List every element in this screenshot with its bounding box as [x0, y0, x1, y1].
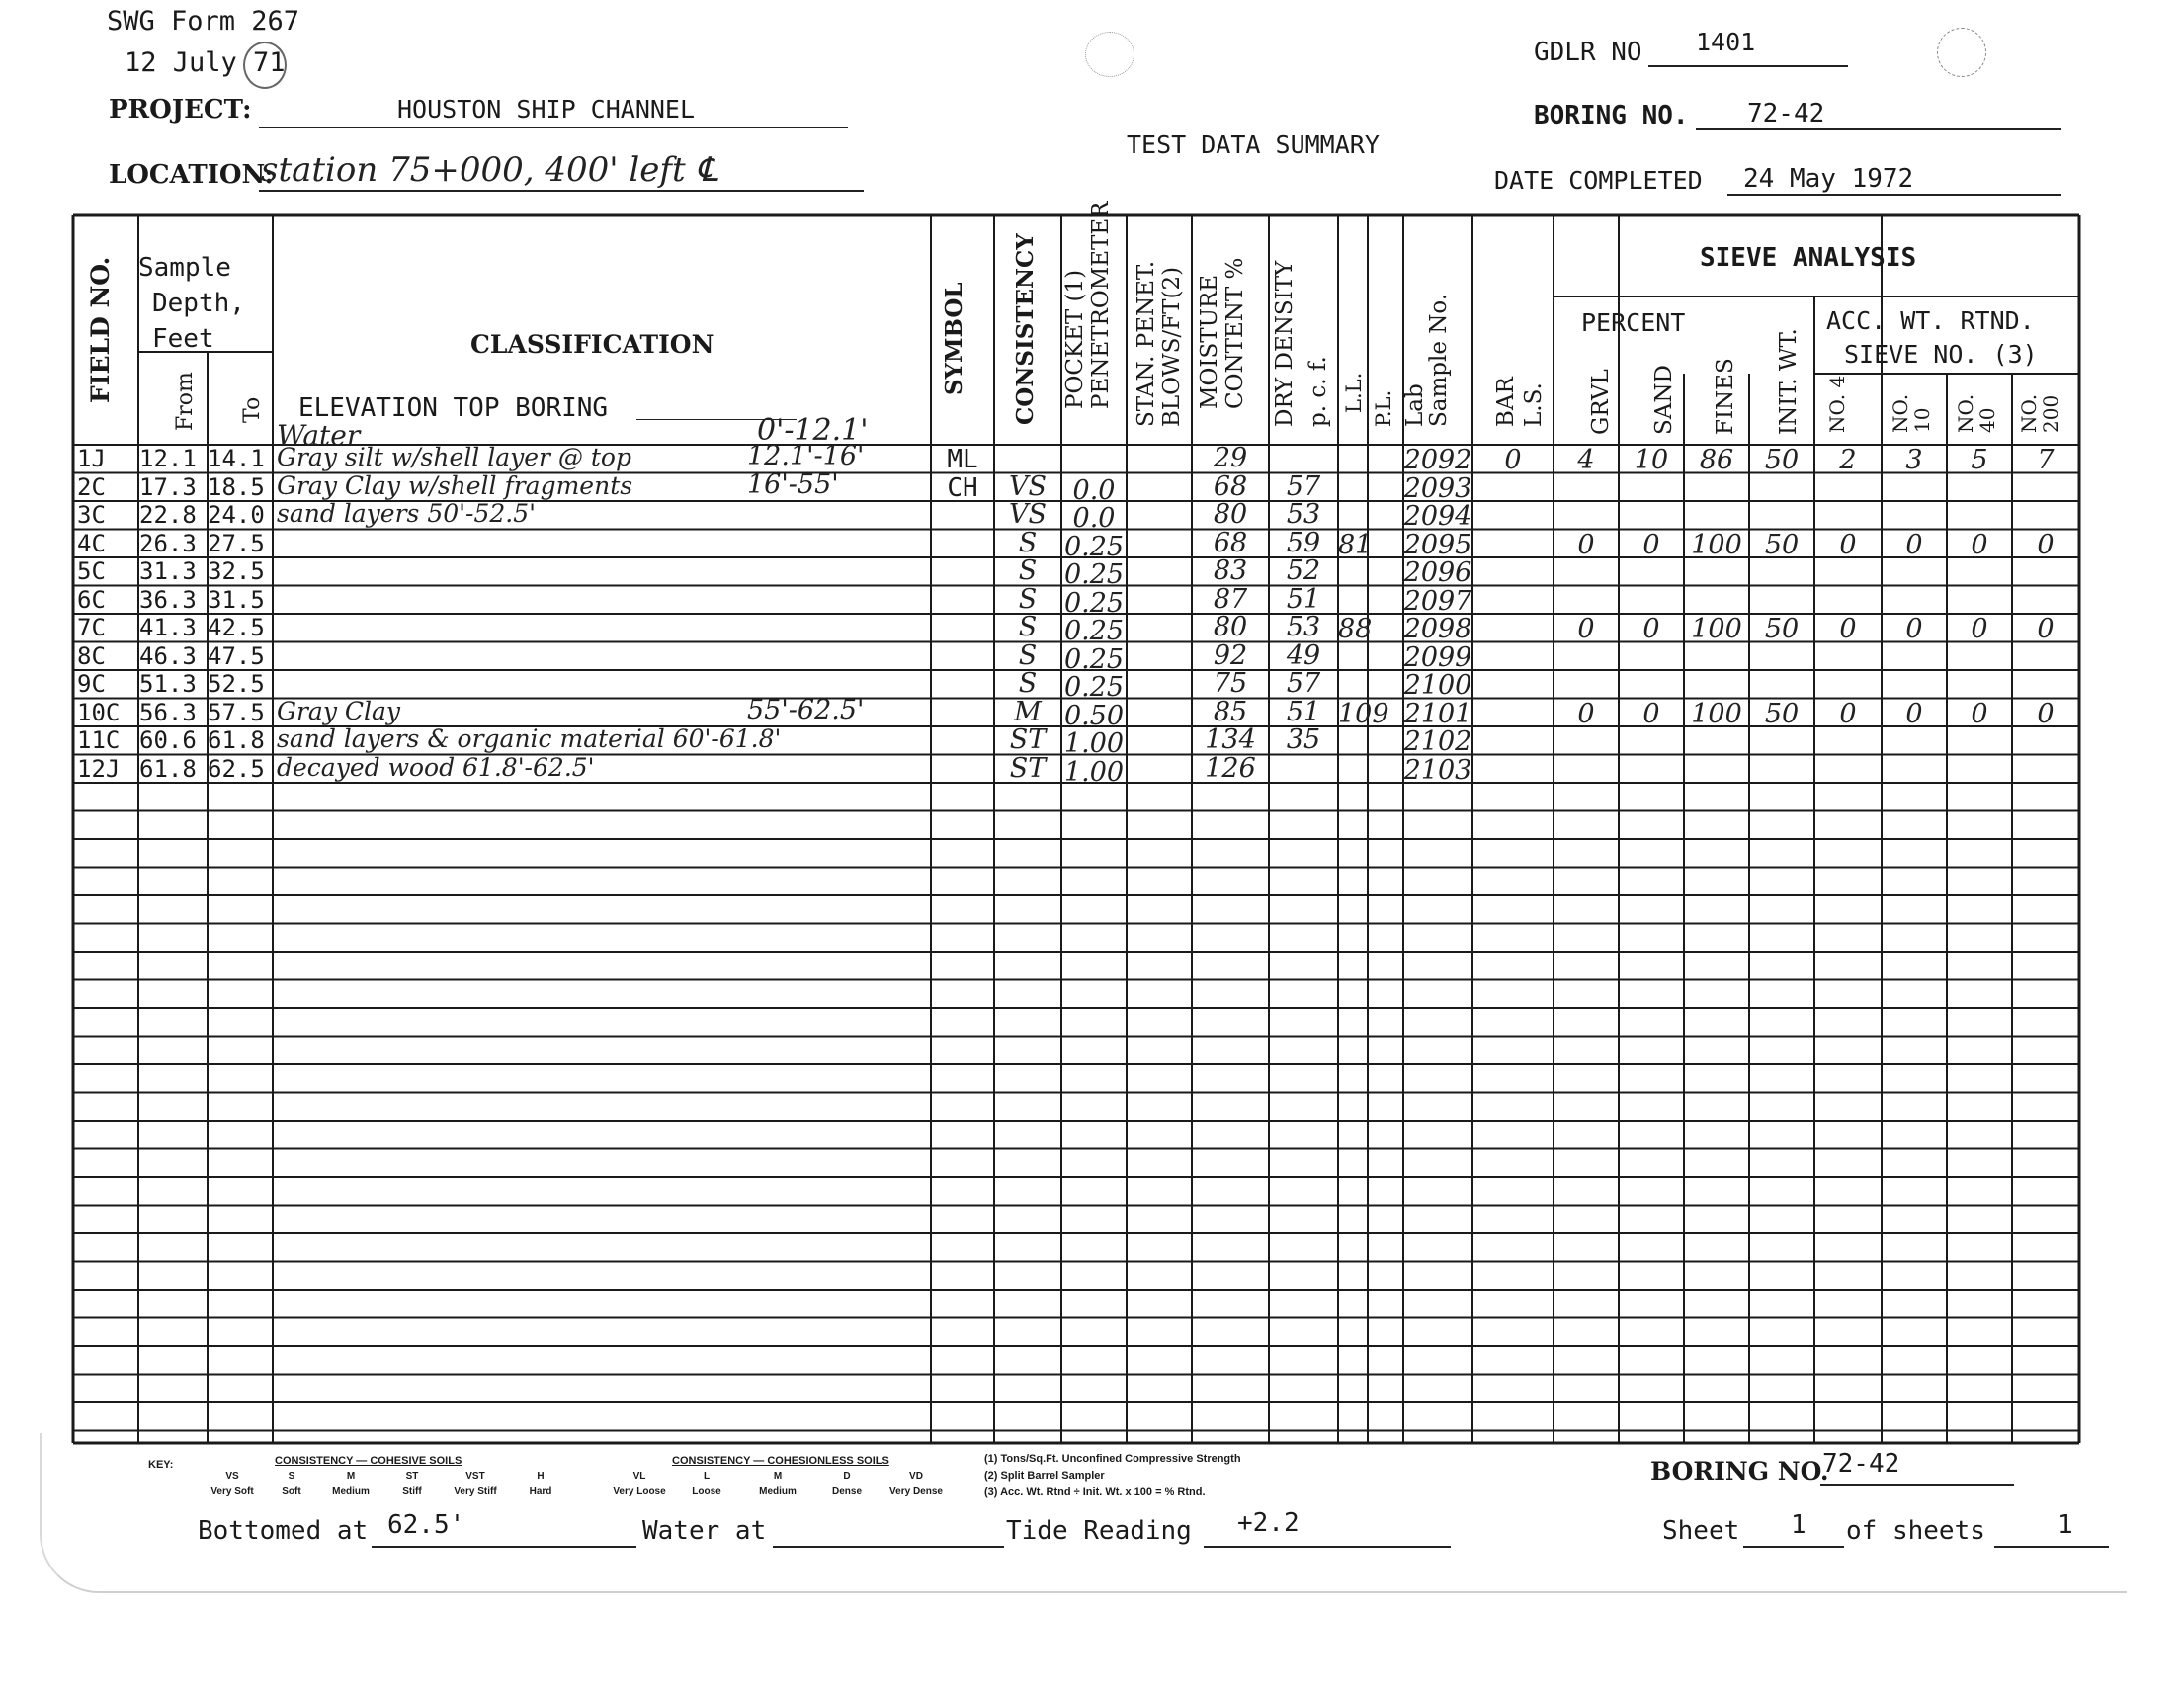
cell-lab-sample-no: 2092	[1403, 445, 1472, 475]
key-code: VST	[465, 1471, 485, 1482]
cell-depth-to: 52.5	[208, 670, 265, 698]
header-ll: L.L.	[1342, 372, 1366, 413]
cell-consistency: ST	[1009, 724, 1047, 755]
cell-consistency: VS	[1009, 470, 1047, 502]
cell-pocket-penetrometer: 0.50	[1063, 700, 1125, 731]
cell-moisture: 134	[1205, 724, 1256, 755]
cell-moisture: 85	[1213, 696, 1248, 727]
cell-depth-range: 55'-62.5'	[747, 694, 865, 725]
cell-sieve-no40: 0	[1971, 529, 1988, 560]
cell-sieve-no10: 0	[1905, 698, 1923, 729]
header-sand: SAND	[1651, 365, 1677, 435]
key-code: H	[537, 1471, 545, 1482]
cell-field-no: 12J	[77, 754, 121, 783]
cell-moisture: 68	[1213, 527, 1248, 558]
header-dry-1: DRY DENSITY	[1272, 260, 1298, 427]
water-note-range: 0'-12.1'	[757, 413, 869, 448]
key-code-name: Medium	[332, 1486, 370, 1497]
gdlr-value: 1401	[1696, 28, 1756, 56]
header-no200: NO. 200	[2017, 393, 2062, 433]
cell-init-wt: 50	[1764, 445, 1800, 475]
cell-field-no: 4C	[77, 529, 106, 557]
cell-depth-from: 41.3	[139, 614, 197, 641]
cell-gravel: 0	[1577, 529, 1595, 560]
header-moisture-2: CONTENT %	[1222, 257, 1248, 409]
cell-field-no: 7C	[77, 614, 106, 641]
key-code: D	[843, 1471, 851, 1482]
cell-depth-to: 31.5	[208, 585, 265, 614]
cell-sieve-no40: 0	[1971, 698, 1988, 729]
cell-sieve-no200: 0	[2037, 529, 2055, 560]
form-date: 12 July 71	[125, 47, 286, 78]
header-bar-1: BAR	[1493, 377, 1519, 427]
key-code: ST	[405, 1471, 419, 1482]
water-note-label: Water	[277, 419, 361, 452]
header-elevation: ELEVATION TOP BORING	[298, 393, 609, 423]
header-sample-1: Sample	[138, 253, 231, 283]
key-note-3: (3) Acc. Wt. Rtnd ÷ Init. Wt. x 100 = % Rtnd.	[984, 1486, 1206, 1498]
cell-sand: 0	[1642, 529, 1660, 560]
cell-depth-to: 57.5	[208, 698, 265, 726]
key-code-name: Hard	[529, 1486, 552, 1497]
footer-sheet-label: Sheet	[1662, 1516, 1740, 1546]
header-pocket-1: POCKET (1)	[1062, 269, 1088, 409]
cell-lab-sample-no: 2094	[1403, 501, 1472, 532]
cell-consistency: S	[1018, 639, 1038, 671]
cell-consistency: VS	[1009, 499, 1047, 530]
cell-sieve-no200: 0	[2037, 698, 2055, 729]
cell-dry-density: 53	[1286, 499, 1321, 530]
cell-depth-range: 16'-55'	[747, 468, 839, 500]
key-code-name: Very Loose	[613, 1486, 666, 1497]
key-code: M	[773, 1471, 783, 1482]
header-bar-2: L.S.	[1521, 382, 1547, 427]
cell-lab-sample-no: 2103	[1403, 754, 1472, 786]
cell-lab-sample-no: 2096	[1403, 557, 1472, 588]
cell-depth-from: 46.3	[139, 641, 197, 670]
header-fines: FINES	[1713, 358, 1738, 435]
cell-dry-density: 57	[1286, 668, 1321, 699]
cell-pocket-penetrometer: 1.00	[1063, 728, 1125, 759]
cell-liquid-limit: 109	[1338, 698, 1389, 729]
cell-pocket-penetrometer: 0.25	[1063, 672, 1125, 703]
cell-sieve-no4: 0	[1839, 698, 1857, 729]
header-lab-1: Lab	[1402, 383, 1428, 427]
cell-field-no: 9C	[77, 670, 106, 698]
key-code-name: Soft	[282, 1486, 301, 1497]
cell-pocket-penetrometer: 0.25	[1063, 643, 1125, 675]
header-grvl: GRVL	[1588, 369, 1614, 435]
cell-moisture: 80	[1213, 499, 1248, 530]
cell-depth-to: 18.5	[208, 472, 265, 501]
cell-sand: 10	[1634, 445, 1669, 475]
cell-gravel: 0	[1577, 614, 1595, 644]
footer-water-label: Water at	[642, 1516, 767, 1546]
project-value: HOUSTON SHIP CHANNEL	[397, 95, 696, 124]
cell-depth-to: 61.8	[208, 726, 265, 754]
cell-depth-to: 47.5	[208, 641, 265, 670]
cell-depth-from: 26.3	[139, 529, 197, 557]
key-code-name: Very Dense	[889, 1486, 943, 1497]
header-percent: PERCENT	[1581, 308, 1686, 337]
key-code-name: Very Stiff	[454, 1486, 497, 1497]
location-label: LOCATION:	[109, 160, 274, 190]
cell-depth-from: 12.1	[139, 445, 197, 472]
key-code-name: Medium	[759, 1486, 797, 1497]
cell-sieve-no200: 0	[2037, 614, 2055, 644]
cell-depth-to: 24.0	[208, 501, 265, 529]
cell-moisture: 68	[1213, 470, 1248, 502]
cell-sieve-no10: 0	[1905, 529, 1923, 560]
cell-sieve-no4: 0	[1839, 614, 1857, 644]
cell-sieve-no4: 2	[1839, 445, 1857, 475]
cell-sieve-no40: 5	[1971, 445, 1988, 475]
cell-consistency: S	[1018, 555, 1038, 586]
key-code: S	[288, 1471, 295, 1482]
cell-classification: decayed wood 61.8'-62.5'	[277, 752, 595, 782]
cell-gravel: 4	[1577, 445, 1595, 475]
key-label: KEY:	[148, 1459, 174, 1471]
header-from: From	[173, 372, 198, 431]
cell-dry-density: 57	[1286, 470, 1321, 502]
key-code: L	[703, 1471, 711, 1482]
cell-consistency: S	[1018, 527, 1038, 558]
cell-sieve-no200: 7	[2037, 445, 2055, 475]
cell-lab-sample-no: 2099	[1403, 641, 1472, 673]
header-moisture-1: MOISTURE	[1197, 274, 1222, 409]
cell-lab-sample-no: 2095	[1403, 529, 1472, 560]
cell-liquid-limit: 88	[1338, 614, 1373, 644]
cell-sand: 0	[1642, 698, 1660, 729]
header-no40: NO. 40	[1954, 393, 1999, 433]
cell-pocket-penetrometer: 0.25	[1063, 531, 1125, 562]
key-code-name: Dense	[831, 1486, 862, 1497]
cell-field-no: 1J	[77, 445, 106, 472]
header-lab-2: Sample No.	[1426, 293, 1452, 427]
header-consistency: CONSISTENCY	[1012, 233, 1039, 425]
cell-sieve-no40: 0	[1971, 614, 1988, 644]
cell-dry-density: 52	[1286, 555, 1321, 586]
cell-depth-from: 36.3	[139, 585, 197, 614]
cell-dry-density: 51	[1286, 583, 1321, 615]
page-title: TEST DATA SUMMARY	[1127, 130, 1380, 159]
cell-init-wt: 50	[1764, 529, 1800, 560]
key-cohesive-title: CONSISTENCY — COHESIVE SOILS	[275, 1455, 462, 1467]
header-pocket-2: PENETROMETER	[1088, 201, 1114, 409]
cell-field-no: 10C	[77, 698, 121, 726]
cell-pocket-penetrometer: 0.0	[1072, 474, 1116, 506]
cell-pocket-penetrometer: 0.25	[1063, 616, 1125, 646]
cell-lab-sample-no: 2100	[1403, 670, 1472, 701]
footer-sheet-value: 1	[1791, 1510, 1806, 1540]
boring-label-top: BORING NO.	[1534, 101, 1689, 130]
cell-lab-sample-no: 2097	[1403, 585, 1472, 617]
cell-consistency: M	[1014, 696, 1042, 727]
date-label: DATE COMPLETED	[1494, 166, 1703, 195]
header-init-wt: INIT. WT.	[1776, 328, 1802, 435]
cell-field-no: 11C	[77, 726, 121, 754]
cell-pocket-penetrometer: 0.25	[1063, 587, 1125, 619]
header-acc-1: ACC. WT. RTND.	[1826, 306, 2035, 335]
cell-moisture: 92	[1213, 639, 1248, 671]
cell-field-no: 8C	[77, 641, 106, 670]
cell-pocket-penetrometer: 1.00	[1063, 756, 1125, 788]
cell-dry-density: 35	[1286, 724, 1321, 755]
cell-lab-sample-no: 2102	[1403, 726, 1472, 757]
cell-sieve-no10: 3	[1905, 445, 1923, 475]
cell-field-no: 3C	[77, 501, 106, 529]
cell-dry-density: 59	[1286, 527, 1321, 558]
footer-boring-label: BORING NO.	[1650, 1457, 1829, 1485]
header-stan-2: BLOWS/FT(2)	[1159, 266, 1185, 427]
cell-depth-from: 31.3	[139, 557, 197, 585]
cell-fines: 100	[1691, 698, 1742, 729]
header-acc-2: SIEVE NO. (3)	[1844, 340, 2038, 369]
cell-fines: 100	[1691, 614, 1742, 644]
key-code: M	[346, 1471, 356, 1482]
form-name: SWG Form 267	[107, 6, 300, 37]
cell-consistency: S	[1018, 668, 1038, 699]
cell-lab-sample-no: 2093	[1403, 472, 1472, 504]
cell-fines: 100	[1691, 529, 1742, 560]
footer-tide-label: Tide Reading	[1006, 1516, 1192, 1546]
cell-moisture: 75	[1213, 668, 1248, 699]
project-label: PROJECT:	[109, 95, 252, 125]
footer-of-label: of sheets	[1846, 1516, 1985, 1546]
cell-depth-to: 32.5	[208, 557, 265, 585]
header-dry-2: p. c. f.	[1305, 356, 1331, 427]
cell-classification: Gray Clay w/shell fragments	[277, 470, 633, 500]
cell-moisture: 80	[1213, 612, 1248, 642]
header-no4: NO. 4	[1825, 375, 1849, 433]
key-code: VL	[632, 1471, 646, 1482]
cell-consistency: S	[1018, 583, 1038, 615]
cell-dry-density: 49	[1286, 639, 1321, 671]
key-note-2: (2) Split Barrel Sampler	[984, 1470, 1105, 1482]
cell-init-wt: 50	[1764, 614, 1800, 644]
cell-fines: 86	[1699, 445, 1734, 475]
cell-depth-to: 27.5	[208, 529, 265, 557]
cell-consistency: ST	[1009, 752, 1047, 784]
cell-moisture: 126	[1205, 752, 1256, 784]
key-code: VS	[225, 1471, 239, 1482]
cell-depth-from: 51.3	[139, 670, 197, 698]
cell-moisture: 87	[1213, 583, 1248, 615]
header-pl: P.L.	[1372, 389, 1395, 427]
cell-symbol: CH	[947, 472, 978, 503]
key-note-1: (1) Tons/Sq.Ft. Unconfined Compressive Strength	[984, 1453, 1241, 1465]
cell-depth-from: 60.6	[139, 726, 197, 754]
page-edge	[40, 1433, 2127, 1593]
location-value: station 75+000, 400' left ℄	[261, 150, 718, 190]
date-value: 24 May 1972	[1743, 164, 1914, 194]
key-code-name: Stiff	[402, 1486, 422, 1497]
cell-field-no: 6C	[77, 585, 106, 614]
footer-of-value: 1	[2058, 1510, 2073, 1540]
header-stan-1: STAN. PENET.	[1134, 260, 1159, 427]
footer-boring-value: 72-42	[1822, 1449, 1900, 1479]
header-symbol: SYMBOL	[941, 282, 967, 395]
key-cohesionless-title: CONSISTENCY — COHESIONLESS SOILS	[672, 1455, 889, 1467]
cell-classification: Gray Clay	[277, 696, 401, 725]
key-code: VD	[909, 1471, 923, 1482]
header-classification: CLASSIFICATION	[470, 330, 714, 359]
cell-gravel: 0	[1577, 698, 1595, 729]
cell-liquid-limit: 81	[1338, 529, 1373, 560]
cell-moisture: 29	[1213, 443, 1248, 473]
cell-classification: sand layers 50'-52.5'	[277, 499, 536, 528]
cell-depth-to: 62.5	[208, 754, 265, 783]
cell-init-wt: 50	[1764, 698, 1800, 729]
cell-depth-from: 61.8	[139, 754, 197, 783]
cell-sieve-no4: 0	[1839, 529, 1857, 560]
cell-sieve-no10: 0	[1905, 614, 1923, 644]
cell-symbol: ML	[947, 445, 978, 474]
cell-depth-to: 42.5	[208, 614, 265, 641]
cell-field-no: 5C	[77, 557, 106, 585]
key-code-name: Very Soft	[210, 1486, 254, 1497]
cell-depth-from: 56.3	[139, 698, 197, 726]
cell-classification: sand layers & organic material 60'-61.8'	[277, 724, 782, 753]
cell-pocket-penetrometer: 0.0	[1072, 503, 1116, 534]
cell-depth-from: 17.3	[139, 472, 197, 501]
header-sample-3: Feet	[152, 324, 214, 354]
cell-depth-from: 22.8	[139, 501, 197, 529]
cell-bar-ls: 0	[1504, 445, 1522, 475]
cell-depth-range: 12.1'-16'	[747, 441, 865, 471]
footer-bottomed-label: Bottomed at	[198, 1516, 369, 1546]
cell-classification: Gray silt w/shell layer @ top	[277, 443, 631, 471]
footer-tide-value: +2.2	[1237, 1508, 1300, 1538]
cell-dry-density: 53	[1286, 612, 1321, 642]
cell-dry-density: 51	[1286, 696, 1321, 727]
gdlr-label: GDLR NO	[1534, 38, 1642, 67]
header-to: To	[240, 396, 265, 423]
footer-bottomed-value: 62.5'	[387, 1510, 465, 1540]
header-field-no: FIELD NO.	[86, 256, 115, 403]
cell-sand: 0	[1642, 614, 1660, 644]
cell-pocket-penetrometer: 0.25	[1063, 559, 1125, 590]
cell-consistency: S	[1018, 612, 1038, 642]
header-sieve: SIEVE ANALYSIS	[1700, 243, 1917, 273]
header-sample-2: Depth,	[152, 289, 245, 318]
cell-depth-to: 14.1	[208, 445, 265, 472]
cell-lab-sample-no: 2101	[1403, 698, 1472, 729]
cell-lab-sample-no: 2098	[1403, 614, 1472, 644]
cell-moisture: 83	[1213, 555, 1248, 586]
header-no10: NO. 10	[1889, 393, 1934, 433]
key-code-name: Loose	[692, 1486, 721, 1497]
cell-field-no: 2C	[77, 472, 106, 501]
boring-value-top: 72-42	[1747, 99, 1825, 128]
